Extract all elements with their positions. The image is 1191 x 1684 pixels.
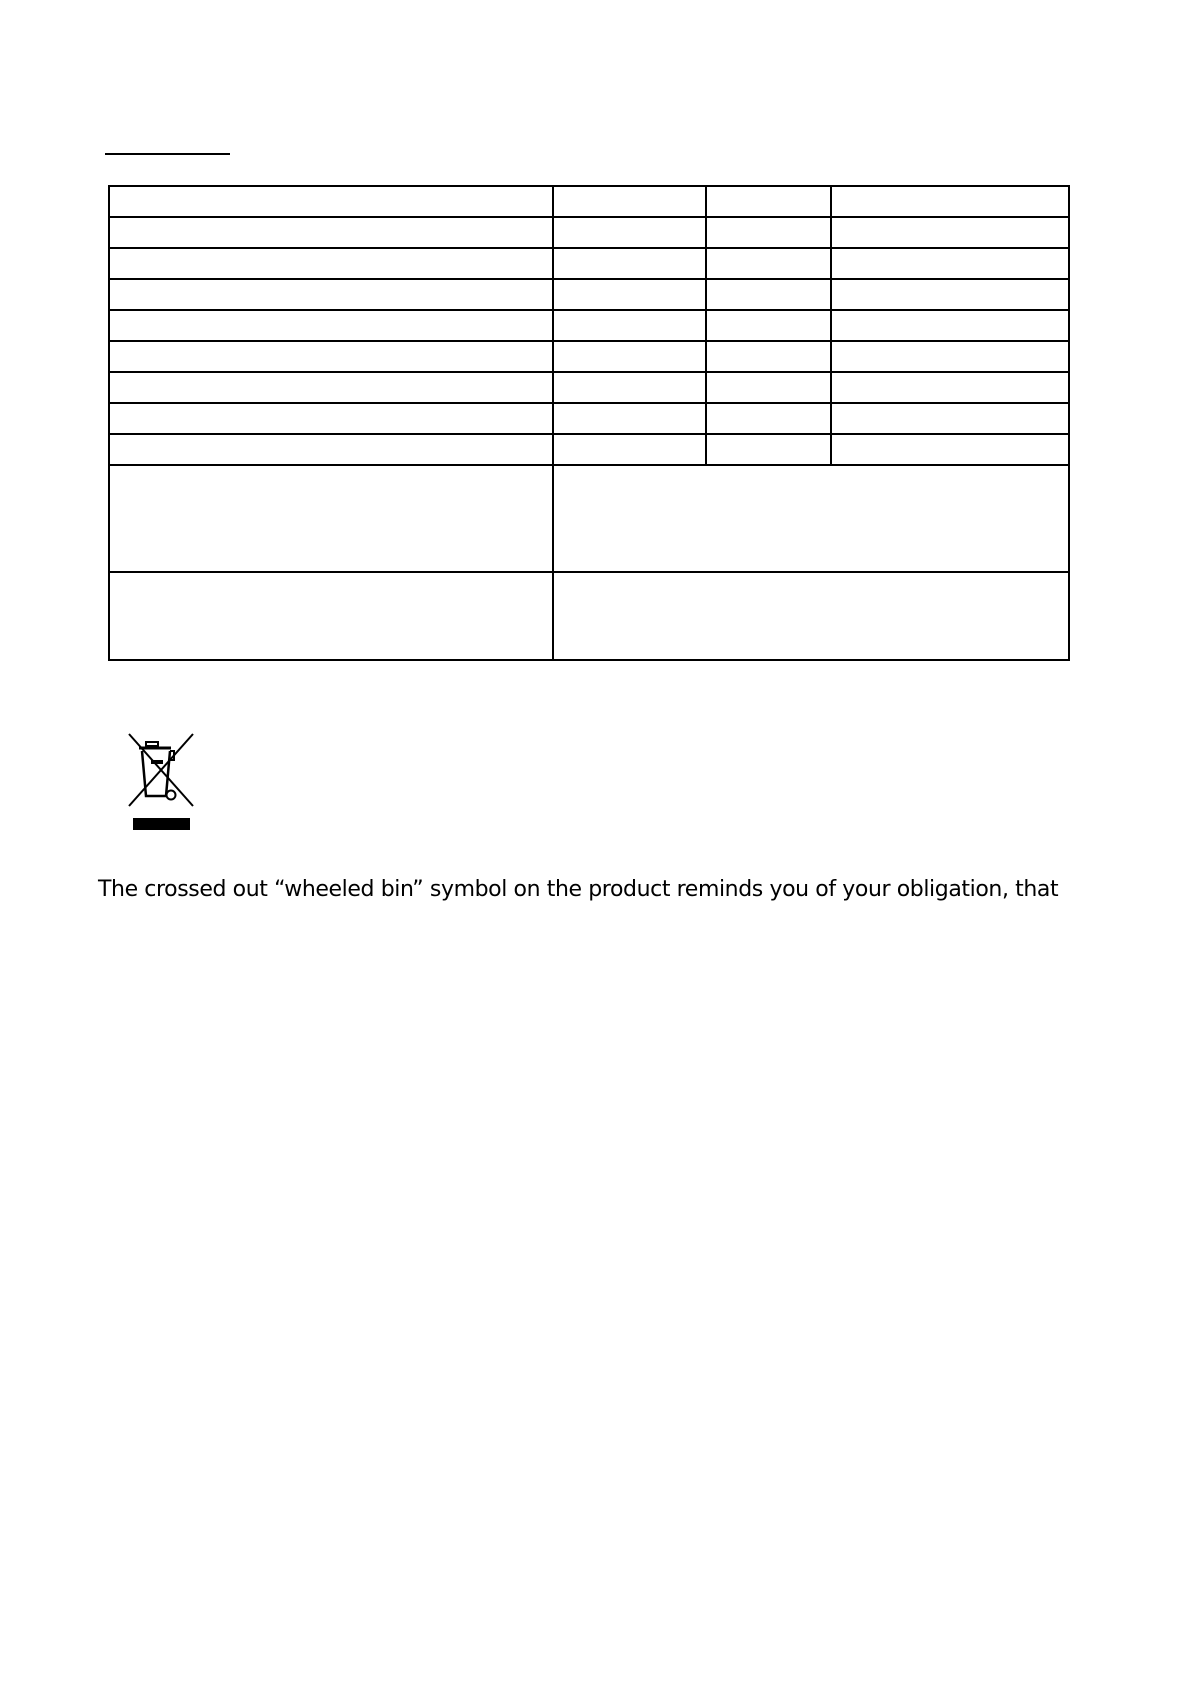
- table-cell: [706, 310, 831, 341]
- table-row: [109, 217, 1069, 248]
- table-cell: [831, 279, 1069, 310]
- table-cell-merged: [553, 465, 1069, 572]
- table-cell: [553, 341, 706, 372]
- table-cell: [706, 403, 831, 434]
- table-row: [109, 341, 1069, 372]
- table-cell: [109, 572, 553, 660]
- table-row: [109, 465, 1069, 572]
- section-heading-underline: [105, 153, 230, 155]
- table-cell: [553, 217, 706, 248]
- table-cell: [553, 372, 706, 403]
- table-row: [109, 572, 1069, 660]
- crossed-out-wheeled-bin-icon: [125, 730, 199, 830]
- table-cell: [109, 217, 553, 248]
- table-cell: [553, 279, 706, 310]
- specification-table: [108, 185, 1070, 661]
- table-cell: [831, 310, 1069, 341]
- table-row: [109, 186, 1069, 217]
- table-cell: [553, 403, 706, 434]
- table-row: [109, 403, 1069, 434]
- table-cell: [706, 217, 831, 248]
- table-cell: [553, 434, 706, 465]
- table-cell: [706, 248, 831, 279]
- table-cell: [706, 186, 831, 217]
- table-cell: [109, 372, 553, 403]
- table-cell: [831, 403, 1069, 434]
- table-cell: [109, 279, 553, 310]
- table-cell: [553, 186, 706, 217]
- table-cell: [831, 341, 1069, 372]
- table-row: [109, 310, 1069, 341]
- table-cell: [109, 186, 553, 217]
- table-cell-merged: [553, 572, 1069, 660]
- table-cell: [831, 372, 1069, 403]
- table-cell: [706, 341, 831, 372]
- table-cell: [109, 434, 553, 465]
- table-cell: [109, 310, 553, 341]
- table-cell: [553, 310, 706, 341]
- table-cell: [109, 341, 553, 372]
- table-cell: [831, 186, 1069, 217]
- table-cell: [553, 248, 706, 279]
- table-cell: [706, 372, 831, 403]
- table-cell: [109, 465, 553, 572]
- table-row: [109, 248, 1069, 279]
- weee-notice-paragraph: The crossed out “wheeled bin” symbol on the product reminds you of your obligation, that: [98, 877, 1059, 902]
- table-cell: [109, 403, 553, 434]
- table-row: [109, 279, 1069, 310]
- table-row: [109, 434, 1069, 465]
- table-cell: [706, 434, 831, 465]
- table-cell: [706, 279, 831, 310]
- table-cell: [831, 434, 1069, 465]
- table-cell: [109, 248, 553, 279]
- table-cell: [831, 217, 1069, 248]
- table-cell: [831, 248, 1069, 279]
- table-row: [109, 372, 1069, 403]
